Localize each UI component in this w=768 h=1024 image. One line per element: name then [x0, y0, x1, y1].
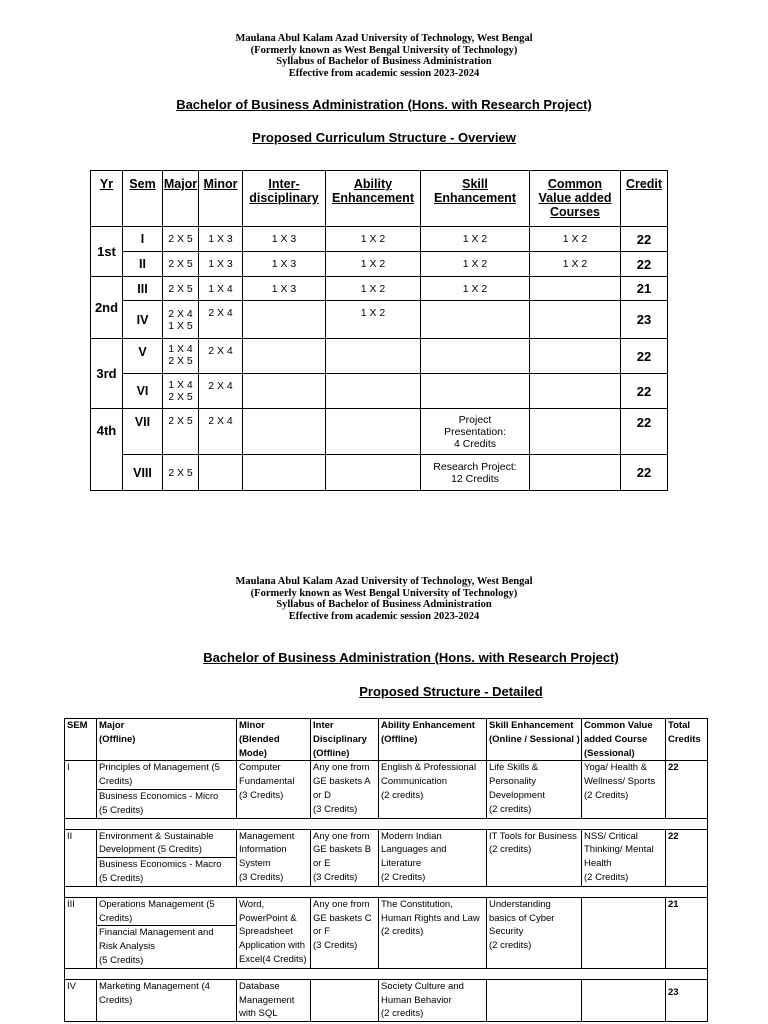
major-cell [97, 761, 237, 818]
ability-cell [326, 409, 421, 455]
major-course: Marketing Management (4 Credits) [99, 980, 210, 1006]
common-cell: 1 X 2 [530, 227, 621, 252]
header-credit: Credit [621, 171, 668, 227]
credit-cell: 22 [621, 409, 668, 455]
year-cell: 4th [91, 409, 123, 491]
inter-cell: 1 X 3 [243, 252, 326, 277]
major-cell [97, 829, 237, 886]
spacer-row [65, 818, 708, 829]
detailed-title: Proposed Structure - Detailed [359, 684, 543, 699]
header-yr: Yr [91, 171, 123, 227]
document-header-2 [0, 576, 768, 622]
overview-row [91, 455, 668, 491]
header-total: Total Credits [666, 719, 708, 761]
spacer-cell [65, 968, 708, 979]
credit-cell: 22 [621, 227, 668, 252]
header-sem: Sem [123, 171, 163, 227]
inter-cell: Any one from GE baskets A or D (3 Credits) [311, 761, 379, 818]
skill-cell: 1 X 2 [421, 277, 530, 301]
year-cell: 3rd [91, 339, 123, 409]
skill-cell: Life Skills & Personality Development (2 credits) [487, 761, 582, 818]
header-common: Common Value added Course (Sessional) [582, 719, 666, 761]
common-cell [530, 374, 621, 409]
credit-cell: 22 [621, 455, 668, 491]
header-common-value: Common Value added Courses [530, 171, 621, 227]
ability-cell: 1 X 2 [326, 301, 421, 339]
common-cell [530, 301, 621, 339]
major-cell: 2 X 4 1 X 5 [163, 301, 199, 339]
inter-cell [243, 409, 326, 455]
skill-cell: 1 X 2 [421, 227, 530, 252]
sem-cell: II [65, 829, 97, 886]
year-cell: 2nd [91, 277, 123, 339]
major-cell: 2 X 5 [163, 277, 199, 301]
ability-cell [326, 374, 421, 409]
sem-cell: III [65, 897, 97, 968]
minor-cell: 1 X 3 [199, 252, 243, 277]
header-ability: Ability Enhancement [326, 171, 421, 227]
ability-cell [326, 339, 421, 374]
skill-cell [487, 979, 582, 1021]
inter-cell [243, 374, 326, 409]
minor-cell: 2 X 4 [199, 409, 243, 455]
major-course: Principles of Management (5 Credits) [99, 762, 220, 788]
inter-cell: 1 X 3 [243, 227, 326, 252]
credit-cell: 22 [621, 252, 668, 277]
major-cell [97, 897, 237, 968]
overview-row [91, 277, 668, 301]
spacer-cell [65, 886, 708, 897]
header-inter: Inter Disciplinary (Offline) [311, 719, 379, 761]
spacer-row [65, 968, 708, 979]
sem-cell: IV [65, 979, 97, 1021]
overview-header-row [91, 171, 668, 227]
sem-cell: IV [123, 301, 163, 339]
skill-cell: Understanding basics of Cyber Security (2 credits) [487, 897, 582, 968]
ability-cell: 1 X 2 [326, 252, 421, 277]
header-interdisciplinary: Inter- disciplinary [243, 171, 326, 227]
detailed-row [65, 829, 708, 886]
minor-cell: Word, PowerPoint & Spreadsheet Application with Excel(4 Credits) [237, 897, 311, 968]
ability-cell: Society Culture and Human Behavior (2 credits) [379, 979, 487, 1021]
curriculum-overview-table [90, 170, 668, 491]
inter-cell [243, 339, 326, 374]
header-ability: Ability Enhancement (Offline) [379, 719, 487, 761]
inter-cell [243, 455, 326, 491]
header-major: Major [163, 171, 199, 227]
sem-cell: VI [123, 374, 163, 409]
overview-row [91, 301, 668, 339]
inter-cell: Any one from GE baskets C or F (3 Credits) [311, 897, 379, 968]
header-skill: Skill Enhancement (Online / Sessional ) [487, 719, 582, 761]
ability-cell: The Constitution, Human Rights and Law (2 credits) [379, 897, 487, 968]
inter-cell: 1 X 3 [243, 277, 326, 301]
skill-cell [421, 339, 530, 374]
major-cell: 2 X 5 [163, 455, 199, 491]
sem-cell: VII [123, 409, 163, 455]
credit-cell: 21 [621, 277, 668, 301]
effective-session: Effective from academic session 2023-2024 [288, 67, 480, 79]
minor-cell: 1 X 3 [199, 227, 243, 252]
sem-cell: I [123, 227, 163, 252]
detailed-row [65, 761, 708, 818]
overview-row [91, 409, 668, 455]
ability-cell: English & Professional Communication (2 credits) [379, 761, 487, 818]
minor-cell: Database Management with SQL [237, 979, 311, 1021]
detailed-row [65, 897, 708, 968]
total-cell: 22 [666, 829, 708, 886]
program-title-2: Bachelor of Business Administration (Hons. with Research Project) [203, 650, 619, 665]
ability-cell: 1 X 2 [326, 277, 421, 301]
minor-cell: Management Information System (3 Credits) [237, 829, 311, 886]
overview-row [91, 374, 668, 409]
skill-cell [421, 374, 530, 409]
ability-cell: Modern Indian Languages and Literature (2 Credits) [379, 829, 487, 886]
total-cell: 21 [666, 897, 708, 968]
ability-cell: 1 X 2 [326, 227, 421, 252]
sem-cell: VIII [123, 455, 163, 491]
sem-cell: V [123, 339, 163, 374]
common-cell: 1 X 2 [530, 252, 621, 277]
credit-cell: 22 [621, 339, 668, 374]
major-course: Operations Management (5 Credits) [99, 898, 215, 924]
minor-cell: 1 X 4 [199, 277, 243, 301]
header-minor: Minor (Blended Mode) [237, 719, 311, 761]
common-cell [530, 409, 621, 455]
header-minor: Minor [199, 171, 243, 227]
major-cell: 2 X 5 [163, 409, 199, 455]
program-title: Bachelor of Business Administration (Hons. with Research Project) [176, 97, 592, 112]
total-cell: 23 [666, 979, 708, 1021]
detailed-header-row [65, 719, 708, 761]
university-name: Maulana Abul Kalam Azad University of Technology, West Bengal [235, 576, 533, 587]
skill-cell: 1 X 2 [421, 252, 530, 277]
inter-cell [311, 979, 379, 1021]
university-former-name: (Formerly known as West Bengal University of Technology) [250, 587, 518, 599]
major-cell: 1 X 4 2 X 5 [163, 339, 199, 374]
major-course: Financial Management and Risk Analysis (5 Credits) [97, 925, 236, 967]
syllabus-name: Syllabus of Bachelor of Business Administration [276, 599, 492, 610]
major-cell: 1 X 4 2 X 5 [163, 374, 199, 409]
minor-cell: 2 X 4 [199, 339, 243, 374]
header-skill: Skill Enhancement [421, 171, 530, 227]
minor-cell: 2 X 4 [199, 301, 243, 339]
detailed-row [65, 979, 708, 1021]
common-cell [530, 455, 621, 491]
common-cell [582, 897, 666, 968]
minor-cell: 2 X 4 [199, 374, 243, 409]
spacer-row [65, 886, 708, 897]
inter-cell: Any one from GE baskets B or E (3 Credits) [311, 829, 379, 886]
major-course: Business Economics - Micro (5 Credits) [97, 789, 236, 818]
university-former-name: (Formerly known as West Bengal University of Technology) [250, 44, 518, 56]
ability-cell [326, 455, 421, 491]
major-cell: 2 X 5 [163, 252, 199, 277]
common-cell: NSS/ Critical Thinking/ Mental Health (2 Credits) [582, 829, 666, 886]
overview-title: Proposed Curriculum Structure - Overview [252, 130, 516, 145]
common-cell [530, 277, 621, 301]
credit-cell: 22 [621, 374, 668, 409]
major-course: Environment & Sustainable Development (5 Credits) [99, 830, 214, 856]
sem-cell: I [65, 761, 97, 818]
major-course: Business Economics - Macro (5 Credits) [97, 857, 236, 886]
common-cell [530, 339, 621, 374]
document-header [0, 33, 768, 79]
sem-cell: II [123, 252, 163, 277]
credit-cell: 23 [621, 301, 668, 339]
overview-row [91, 339, 668, 374]
skill-cell: IT Tools for Business (2 credits) [487, 829, 582, 886]
effective-session: Effective from academic session 2023-2024 [288, 610, 480, 622]
minor-cell: Computer Fundamental (3 Credits) [237, 761, 311, 818]
major-cell: 2 X 5 [163, 227, 199, 252]
inter-cell [243, 301, 326, 339]
minor-cell [199, 455, 243, 491]
skill-cell: Project Presentation: 4 Credits [421, 409, 530, 455]
sem-cell: III [123, 277, 163, 301]
skill-cell [421, 301, 530, 339]
university-name: Maulana Abul Kalam Azad University of Technology, West Bengal [235, 33, 533, 44]
common-cell: Yoga/ Health & Wellness/ Sports (2 Credits) [582, 761, 666, 818]
syllabus-name: Syllabus of Bachelor of Business Administration [276, 56, 492, 67]
spacer-cell [65, 818, 708, 829]
skill-cell: Research Project: 12 Credits [421, 455, 530, 491]
header-major: Major (Offline) [97, 719, 237, 761]
overview-row [91, 227, 668, 252]
year-cell: 1st [91, 227, 123, 277]
detailed-structure-table [64, 718, 708, 1022]
major-cell [97, 979, 237, 1021]
total-cell: 22 [666, 761, 708, 818]
header-sem: SEM [65, 719, 97, 761]
overview-row [91, 252, 668, 277]
common-cell [582, 979, 666, 1021]
